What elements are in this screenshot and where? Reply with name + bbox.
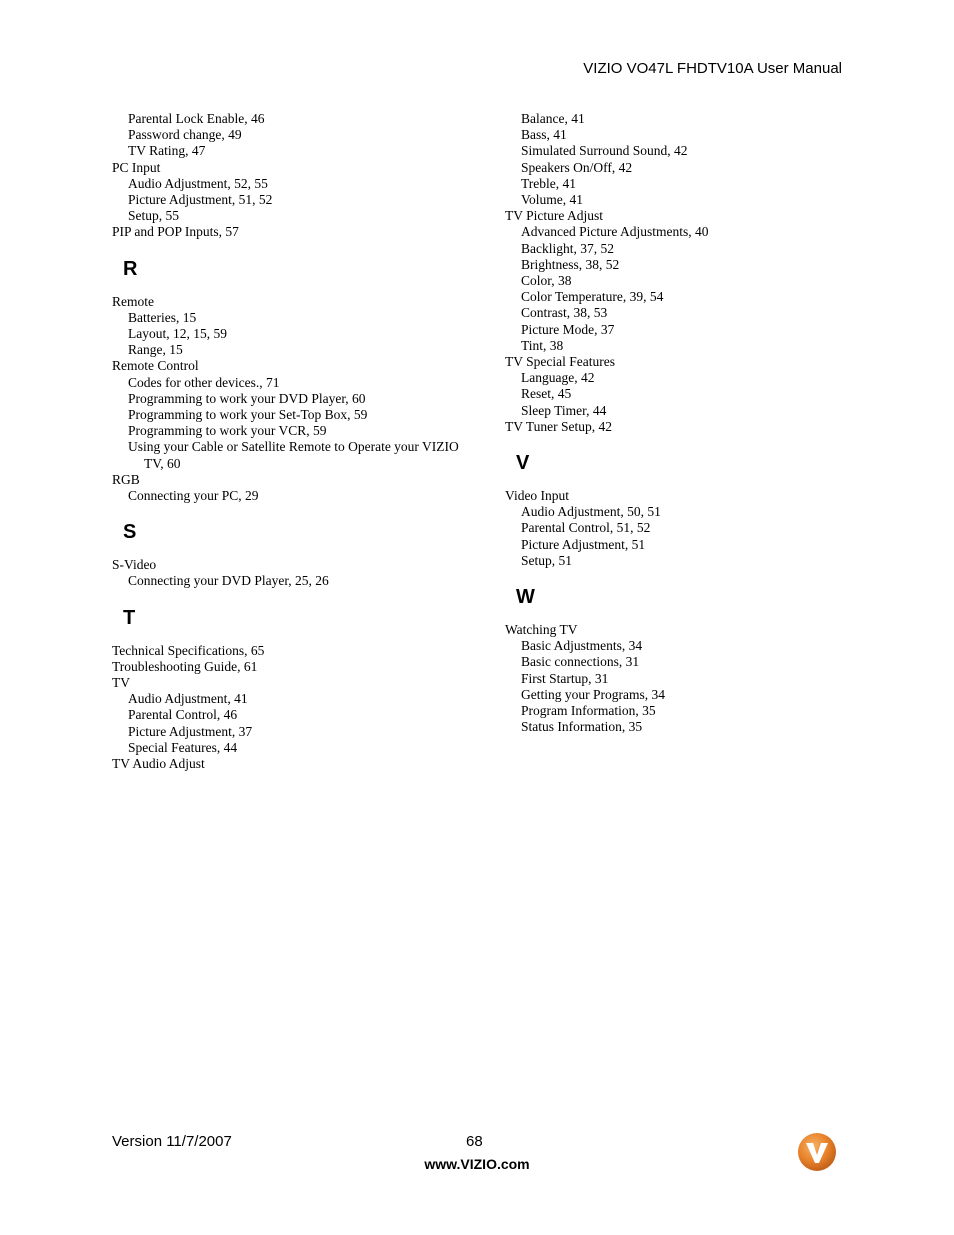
index-subentry: Parental Lock Enable, 46 [128,111,265,126]
vizio-v-logo-icon [797,1132,837,1172]
index-subentry: Treble, 41 [521,175,577,191]
index-subentry: Language, 42 [521,370,595,386]
index-entry: TV [112,675,130,691]
index-subentry: Setup, 55 [128,208,180,224]
index-entry: Technical Specifications, 65 [112,642,265,658]
index-subentry: Audio Adjustment, 41 [128,691,248,707]
index-subentry: Picture Adjustment, 51 [521,536,646,552]
index-subentry: Connecting your PC, 29 [128,488,259,504]
index-subentry: TV Rating, 47 [128,143,206,159]
index-column-left [112,111,472,772]
index-subentry: Color, 38 [521,273,572,289]
footer-url: www.VIZIO.com [424,1156,530,1172]
index-subentry: Picture Adjustment, 37 [128,723,253,739]
index-entry: Troubleshooting Guide, 61 [112,658,258,674]
index-entry: RGB [112,471,140,487]
index-subentry: Range, 15 [128,342,183,358]
index-subentry: Getting your Programs, 34 [521,686,665,702]
index-subentry: Layout, 12, 15, 59 [128,326,227,342]
index-subentry: Parental Control, 51, 52 [521,520,651,536]
index-subentry: Basic connections, 31 [521,654,640,670]
index-subentry: Audio Adjustment, 52, 55 [128,175,268,191]
footer-version: Version 11/7/2007 [112,1133,232,1150]
index-subentry: Brightness, 38, 52 [521,256,620,272]
index-entry: Watching TV [505,622,578,638]
index-subentry: Basic Adjustments, 34 [521,638,643,654]
index-entry: S-Video [112,557,157,573]
index-letter-heading: T [123,606,136,629]
index-letter-heading: V [516,452,530,475]
index-entry: Remote [112,293,154,309]
index-subentry: Special Features, 44 [128,739,238,755]
index-subentry: Programming to work your Set-Top Box, 59 [128,407,368,423]
index-letter-heading: R [123,257,138,280]
index-subentry: Programming to work your VCR, 59 [128,423,327,439]
index-subentry: Reset, 45 [521,386,572,402]
index-subentry: Connecting your DVD Player, 25, 26 [128,573,329,589]
index-subentry: Bass, 41 [521,127,567,143]
index-entry: TV Audio Adjust [112,756,205,772]
index-subentry: Audio Adjustment, 50, 51 [521,504,661,520]
index-subentry: Sleep Timer, 44 [521,402,607,418]
index-subentry: Backlight, 37, 52 [521,240,614,256]
index-subentry: Password change, 49 [128,127,242,143]
page-number: 68 [466,1133,483,1150]
index-letter-heading: W [516,586,535,609]
index-column-right [505,111,865,736]
index-subentry: Picture Adjustment, 51, 52 [128,192,273,208]
index-entry: Remote Control [112,358,199,374]
index-subentry: Program Information, 35 [521,703,656,719]
index-subentry: Tint, 38 [521,337,564,353]
index-subentry: Advanced Picture Adjustments, 40 [521,224,709,240]
index-subentry: Status Information, 35 [521,719,643,735]
index-subentry: Batteries, 15 [128,309,197,325]
index-entry: PC Input [112,159,161,175]
index-subentry: Volume, 41 [521,192,584,208]
index-entry: TV Picture Adjust [505,208,604,224]
index-letter-heading: S [123,521,137,544]
index-subentry: Using your Cable or Satellite Remote to Operate your VIZIO TV, 60 [128,439,459,471]
index-entry: TV Special Features [505,354,615,370]
index-entry: TV Tuner Setup, 42 [505,418,613,434]
index-subentry: Speakers On/Off, 42 [521,159,633,175]
index-subentry: Contrast, 38, 53 [521,305,608,321]
index-subentry: Simulated Surround Sound, 42 [521,143,688,159]
index-subentry: Programming to work your DVD Player, 60 [128,390,366,406]
index-entry: Video Input [505,488,570,504]
index-subentry: Color Temperature, 39, 54 [521,289,664,305]
index-entry: PIP and POP Inputs, 57 [112,224,239,240]
index-subentry: Balance, 41 [521,111,585,126]
index-subentry: Parental Control, 46 [128,707,238,723]
index-subentry: Picture Mode, 37 [521,321,615,337]
running-header: VIZIO VO47L FHDTV10A User Manual [583,60,842,77]
index-subentry: First Startup, 31 [521,670,609,686]
index-subentry: Setup, 51 [521,552,573,568]
index-subentry: Codes for other devices., 71 [128,374,280,390]
